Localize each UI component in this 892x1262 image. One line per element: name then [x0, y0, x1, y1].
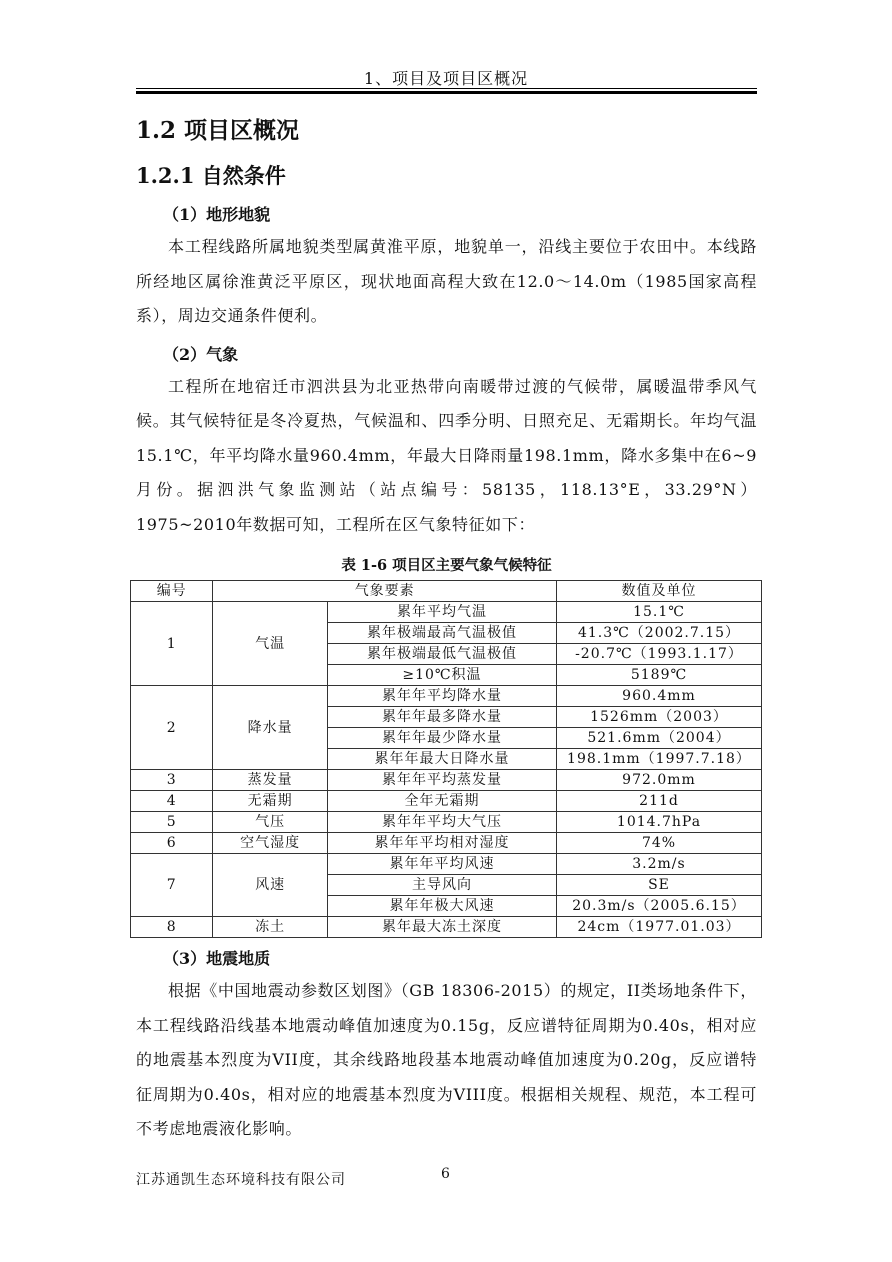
cell-item: 累年年平均相对湿度 — [327, 833, 556, 854]
cell-element: 风速 — [213, 854, 328, 917]
topography-paragraph: 本工程线路所属地貌类型属黄淮平原，地貌单一，沿线主要位于农田中。本线路所经地区属徐淮黄泛平原区，现状地面高程大致在12.0～14.0m（1985国家高程系），周边交通条件便利。 — [136, 237, 757, 325]
cell-item: 累年年最大日降水量 — [327, 749, 556, 770]
footer-company: 江苏通凯生态环境科技有限公司 — [136, 1172, 346, 1188]
table-row — [131, 854, 762, 875]
cell-item: 累年年最少降水量 — [327, 728, 556, 749]
cell-element: 气压 — [213, 812, 328, 833]
cell-item: 累年年平均蒸发量 — [327, 770, 556, 791]
cell-value: SE — [557, 875, 762, 896]
cell-value: 15.1℃ — [557, 602, 762, 623]
cell-item: 累年年平均风速 — [327, 854, 556, 875]
cell-element: 蒸发量 — [213, 770, 328, 791]
cell-item: 累年平均气温 — [327, 602, 556, 623]
header-cell-element: 气象要素 — [213, 581, 557, 602]
cell-item: 累年年最多降水量 — [327, 707, 556, 728]
topography-heading: （1）地形地貌 — [163, 205, 271, 224]
cell-value: 74% — [557, 833, 762, 854]
table-caption: 表 1-6 项目区主要气象气候特征 — [341, 557, 552, 574]
cell-value: 24cm（1977.01.03） — [557, 917, 762, 938]
header-cell-value: 数值及单位 — [557, 581, 762, 602]
cell-element: 冻土 — [213, 917, 328, 938]
cell-number: 4 — [131, 791, 213, 812]
weather-heading: （2）气象 — [163, 344, 239, 364]
seismic-heading: （3）地震地质 — [163, 949, 271, 968]
section-title: 1.2 项目区概况 — [136, 117, 300, 144]
cell-item: 累年极端最低气温极值 — [327, 644, 556, 665]
cell-value: 198.1mm（1997.7.18） — [557, 749, 762, 770]
cell-item: 主导风向 — [327, 875, 556, 896]
cell-number: 6 — [131, 833, 213, 854]
cell-number: 1 — [131, 602, 213, 686]
cell-value: 960.4mm — [557, 686, 762, 707]
cell-value: -20.7℃（1993.1.17） — [557, 644, 762, 665]
cell-value: 211d — [557, 791, 762, 812]
table-row — [131, 602, 762, 623]
cell-item: 累年年平均大气压 — [327, 812, 556, 833]
cell-item: 全年无霜期 — [327, 791, 556, 812]
cell-number: 8 — [131, 917, 213, 938]
weather-paragraph: 工程所在地宿迁市泗洪县为北亚热带向南暖带过渡的气候带，属暖温带季风气候。其气候特征是冬冷夏热，气候温和、四季分明、日照充足、无霜期长。年均气温15.1℃，年平均降水量960.4mm，年最大日降雨量198.1mm，降水多集中在6~9月份。据泗洪气象监测站（站点编号：58135，118.13°E，33.29°N）1975~2010年数据可知，工程所在区气象特征如下： — [136, 376, 757, 534]
table-header-row — [131, 581, 762, 602]
cell-value: 41.3℃（2002.7.15） — [557, 623, 762, 644]
cell-value: 3.2m/s — [557, 854, 762, 875]
table-row — [131, 770, 762, 791]
seismic-paragraph: 根据《中国地震动参数区划图》（GB 18306-2015）的规定，II类场地条件下，本工程线路沿线基本地震动峰值加速度为0.15g，反应谱特征周期为0.40s，相对应的地震基本烈度为VII度，其余线路地段基本地震动峰值加速度为0.20g，反应谱特征周期为0.40s，相对应的地震基本烈度为VIII度。根据相关规程、规范，本工程可不考虑地震液化影响。 — [136, 981, 757, 1138]
cell-element: 无霜期 — [213, 791, 328, 812]
climate-table — [130, 580, 762, 938]
cell-element: 空气湿度 — [213, 833, 328, 854]
header-rule-thick — [136, 91, 757, 94]
cell-number: 2 — [131, 686, 213, 770]
header-cell-no: 编号 — [131, 581, 213, 602]
cell-value: 972.0mm — [557, 770, 762, 791]
table-row — [131, 686, 762, 707]
table-body — [131, 602, 762, 938]
cell-value: 1526mm（2003） — [557, 707, 762, 728]
cell-item: 累年年平均降水量 — [327, 686, 556, 707]
header-rule-thin — [136, 88, 757, 89]
cell-number: 3 — [131, 770, 213, 791]
cell-value: 5189℃ — [557, 665, 762, 686]
cell-number: 7 — [131, 854, 213, 917]
cell-item: 累年最大冻土深度 — [327, 917, 556, 938]
cell-number: 5 — [131, 812, 213, 833]
cell-value: 20.3m/s（2005.6.15） — [557, 896, 762, 917]
table-row — [131, 812, 762, 833]
page-number: 6 — [441, 1166, 450, 1182]
table-row — [131, 917, 762, 938]
page-content — [136, 112, 757, 1147]
cell-item: 累年年极大风速 — [327, 896, 556, 917]
cell-value: 1014.7hPa — [557, 812, 762, 833]
table-row — [131, 833, 762, 854]
cell-element: 降水量 — [213, 686, 328, 770]
page-header-title: 1、项目及项目区概况 — [363, 69, 529, 88]
subsection-title: 1.2.1 自然条件 — [136, 163, 286, 188]
cell-value: 521.6mm（2004） — [557, 728, 762, 749]
cell-item: ≥10℃积温 — [327, 665, 556, 686]
table-row — [131, 791, 762, 812]
cell-element: 气温 — [213, 602, 328, 686]
cell-item: 累年极端最高气温极值 — [327, 623, 556, 644]
